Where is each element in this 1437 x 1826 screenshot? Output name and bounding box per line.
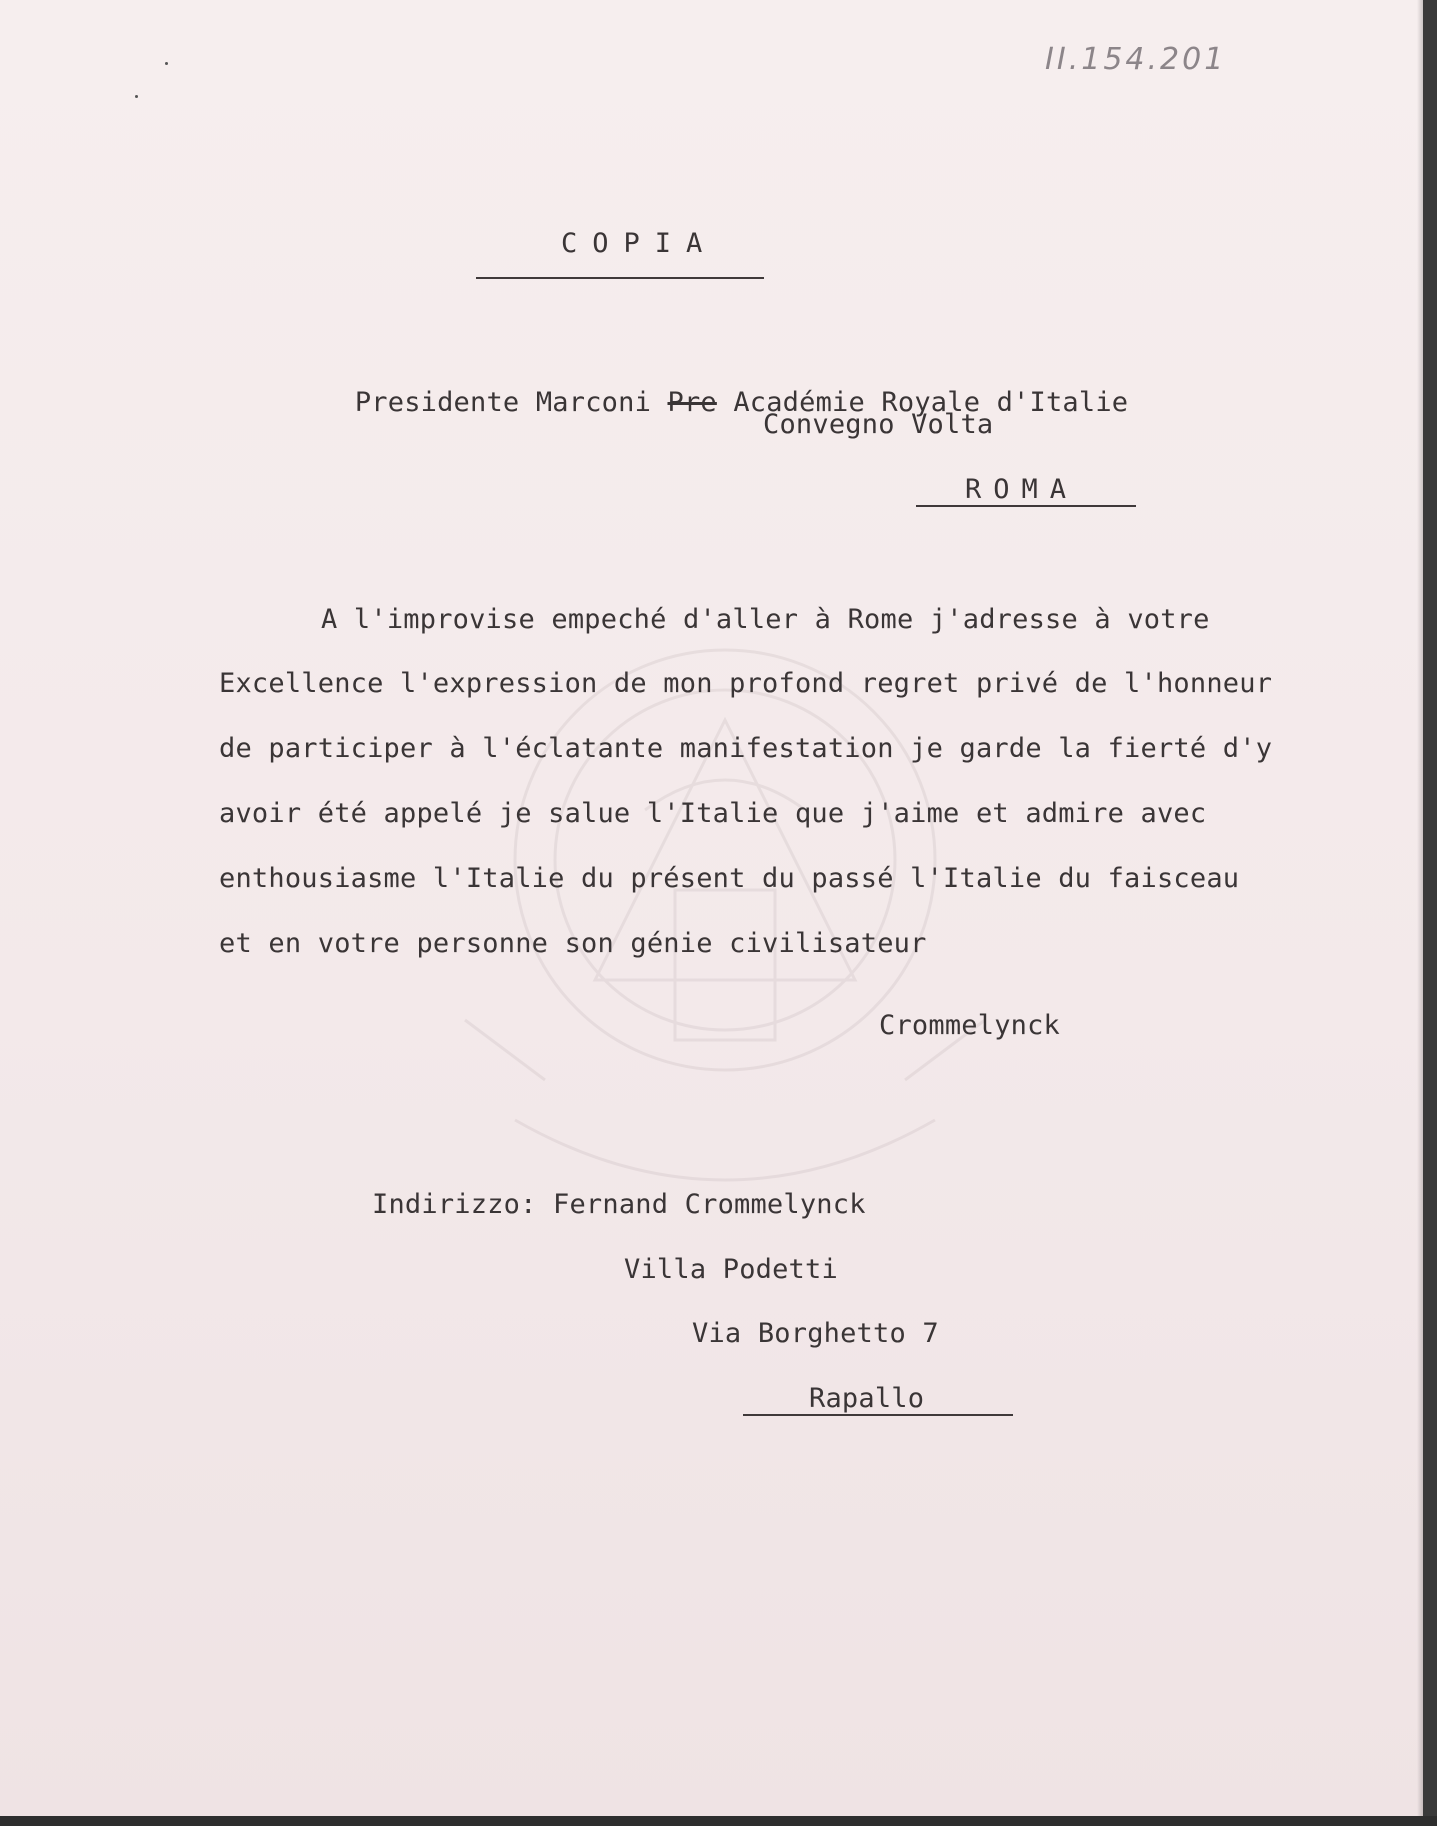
address-street: Via Borghetto 7 bbox=[692, 1318, 939, 1349]
town-underline bbox=[743, 1414, 1013, 1416]
address-villa: Villa Podetti bbox=[624, 1254, 838, 1285]
recipient-prefix: Presidente Marconi bbox=[354, 387, 668, 418]
struck-text: Pre bbox=[667, 387, 717, 418]
body-line: avoir été appelé je salue l'Italie que j'aime et admire avec bbox=[219, 798, 1207, 829]
body-line: Excellence l'expression de mon profond regret privé de l'honneur bbox=[219, 668, 1273, 699]
city-underline bbox=[916, 505, 1136, 507]
scan-border-bottom bbox=[0, 1816, 1437, 1826]
recipient-city: ROMA bbox=[965, 474, 1079, 505]
scan-border-right bbox=[1423, 0, 1437, 1826]
body-line: A l'improvise empeché d'aller à Rome j'adresse à votre bbox=[321, 604, 1210, 635]
recipient-line bbox=[289, 362, 1128, 443]
body-line: enthousiasme l'Italie du présent du passé l'Italie du faisceau bbox=[219, 863, 1240, 894]
address-town: Rapallo bbox=[809, 1383, 925, 1414]
signature: Crommelynck bbox=[879, 1010, 1061, 1041]
body-line: et en votre personne son génie civilisateur bbox=[219, 928, 927, 959]
recipient-institution: Académie Royale d'Italie bbox=[716, 387, 1129, 418]
body-line: de participer à l'éclatante manifestation je garde la fierté d'y bbox=[219, 733, 1273, 764]
archive-number: II.154.201 bbox=[1045, 42, 1227, 77]
paper-speck bbox=[165, 62, 168, 65]
heading-underline bbox=[476, 277, 764, 279]
recipient-event: Convegno Volta bbox=[763, 409, 994, 440]
heading-copia: COPIA bbox=[561, 228, 718, 259]
address-label-line: Indirizzo: Fernand Crommelynck bbox=[372, 1189, 866, 1220]
paper-speck bbox=[135, 95, 138, 98]
